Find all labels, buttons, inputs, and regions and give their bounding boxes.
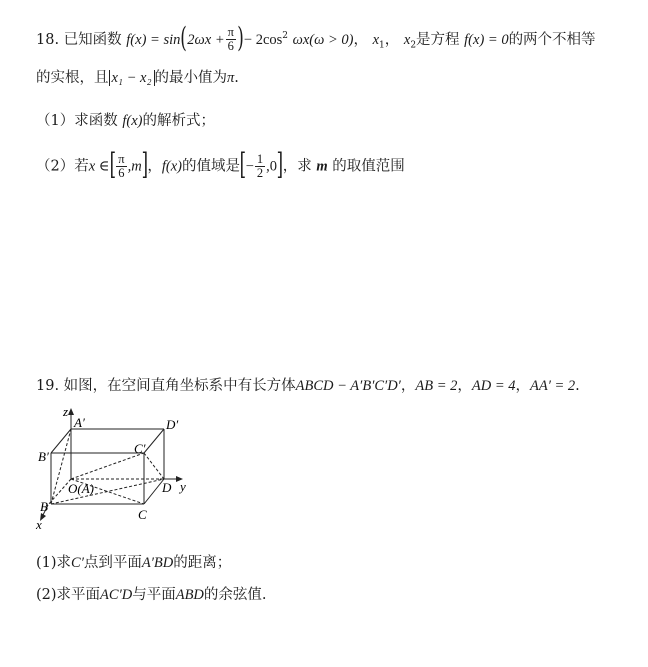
q19-part-1: (1)求C′点到平面A′BD的距离； xyxy=(36,555,232,571)
label-D1: D′ xyxy=(166,417,179,432)
q18-abs: x₁ − x₂ xyxy=(109,70,155,86)
q18-line-2: 的实根，且 x₁ − x₂ 的最小值为π. xyxy=(36,70,239,86)
q18-eq: f(x) = 0 xyxy=(464,31,509,48)
label-z: z xyxy=(63,405,69,419)
label-O: O(A) xyxy=(68,481,94,496)
q18-line-1: 18. 已知函数 f(x) = sin(2ωx + $\frac{\pi}{6}$ )− $2\cos^2$ ωx(ω > 0)， $x_1$， $x_2$是方程 f(x) = 0的两个不相等 xyxy=(36,20,596,54)
q18-tail1: 的两个不相等 xyxy=(508,31,596,48)
q18-rest: − 2cos xyxy=(243,31,283,48)
label-A1: A′ xyxy=(74,415,85,430)
z-arrow xyxy=(68,408,74,415)
q18-is-root: 是方程 xyxy=(416,31,460,48)
label-B1: B′ xyxy=(38,449,49,464)
cuboid-figure xyxy=(30,405,200,530)
q18-number: 18. xyxy=(36,31,60,48)
q18-pi-over-6: $\frac{\pi}{6}$ xyxy=(227,25,234,54)
q18-part-1: （1）求函数 f(x)的解析式； xyxy=(36,113,215,129)
label-x: x xyxy=(36,517,42,530)
q18-part-2: （2）若x ∈[ $\frac{\pi}{6}$ ,m]，f(x)的值域是[− $\frac{1}{2}$ ,0]，求 m 的取值范围 xyxy=(36,146,405,182)
q18-fx: f(x) = sin xyxy=(126,31,181,48)
label-B: B xyxy=(40,499,48,514)
q19-line-1: 19. 如图，在空间直角坐标系中有长方体ABCD − A′B′C′D′，AB = 2，AD = 4，AA′ = 2. xyxy=(36,378,580,394)
label-y: y xyxy=(180,479,186,494)
label-C: C xyxy=(138,507,147,522)
label-C1: C′ xyxy=(134,441,146,456)
label-D: D xyxy=(162,480,172,495)
q18-intro: 已知函数 xyxy=(63,31,122,48)
q18-omega-cond: ωx(ω > 0) xyxy=(292,31,354,48)
q19-solid: ABCD − A′B′C′D′ xyxy=(295,378,401,394)
q18-inner: 2ωx + xyxy=(187,31,225,48)
q19-part-2: (2)求平面AC′D与平面ABD的余弦值. xyxy=(36,587,267,603)
